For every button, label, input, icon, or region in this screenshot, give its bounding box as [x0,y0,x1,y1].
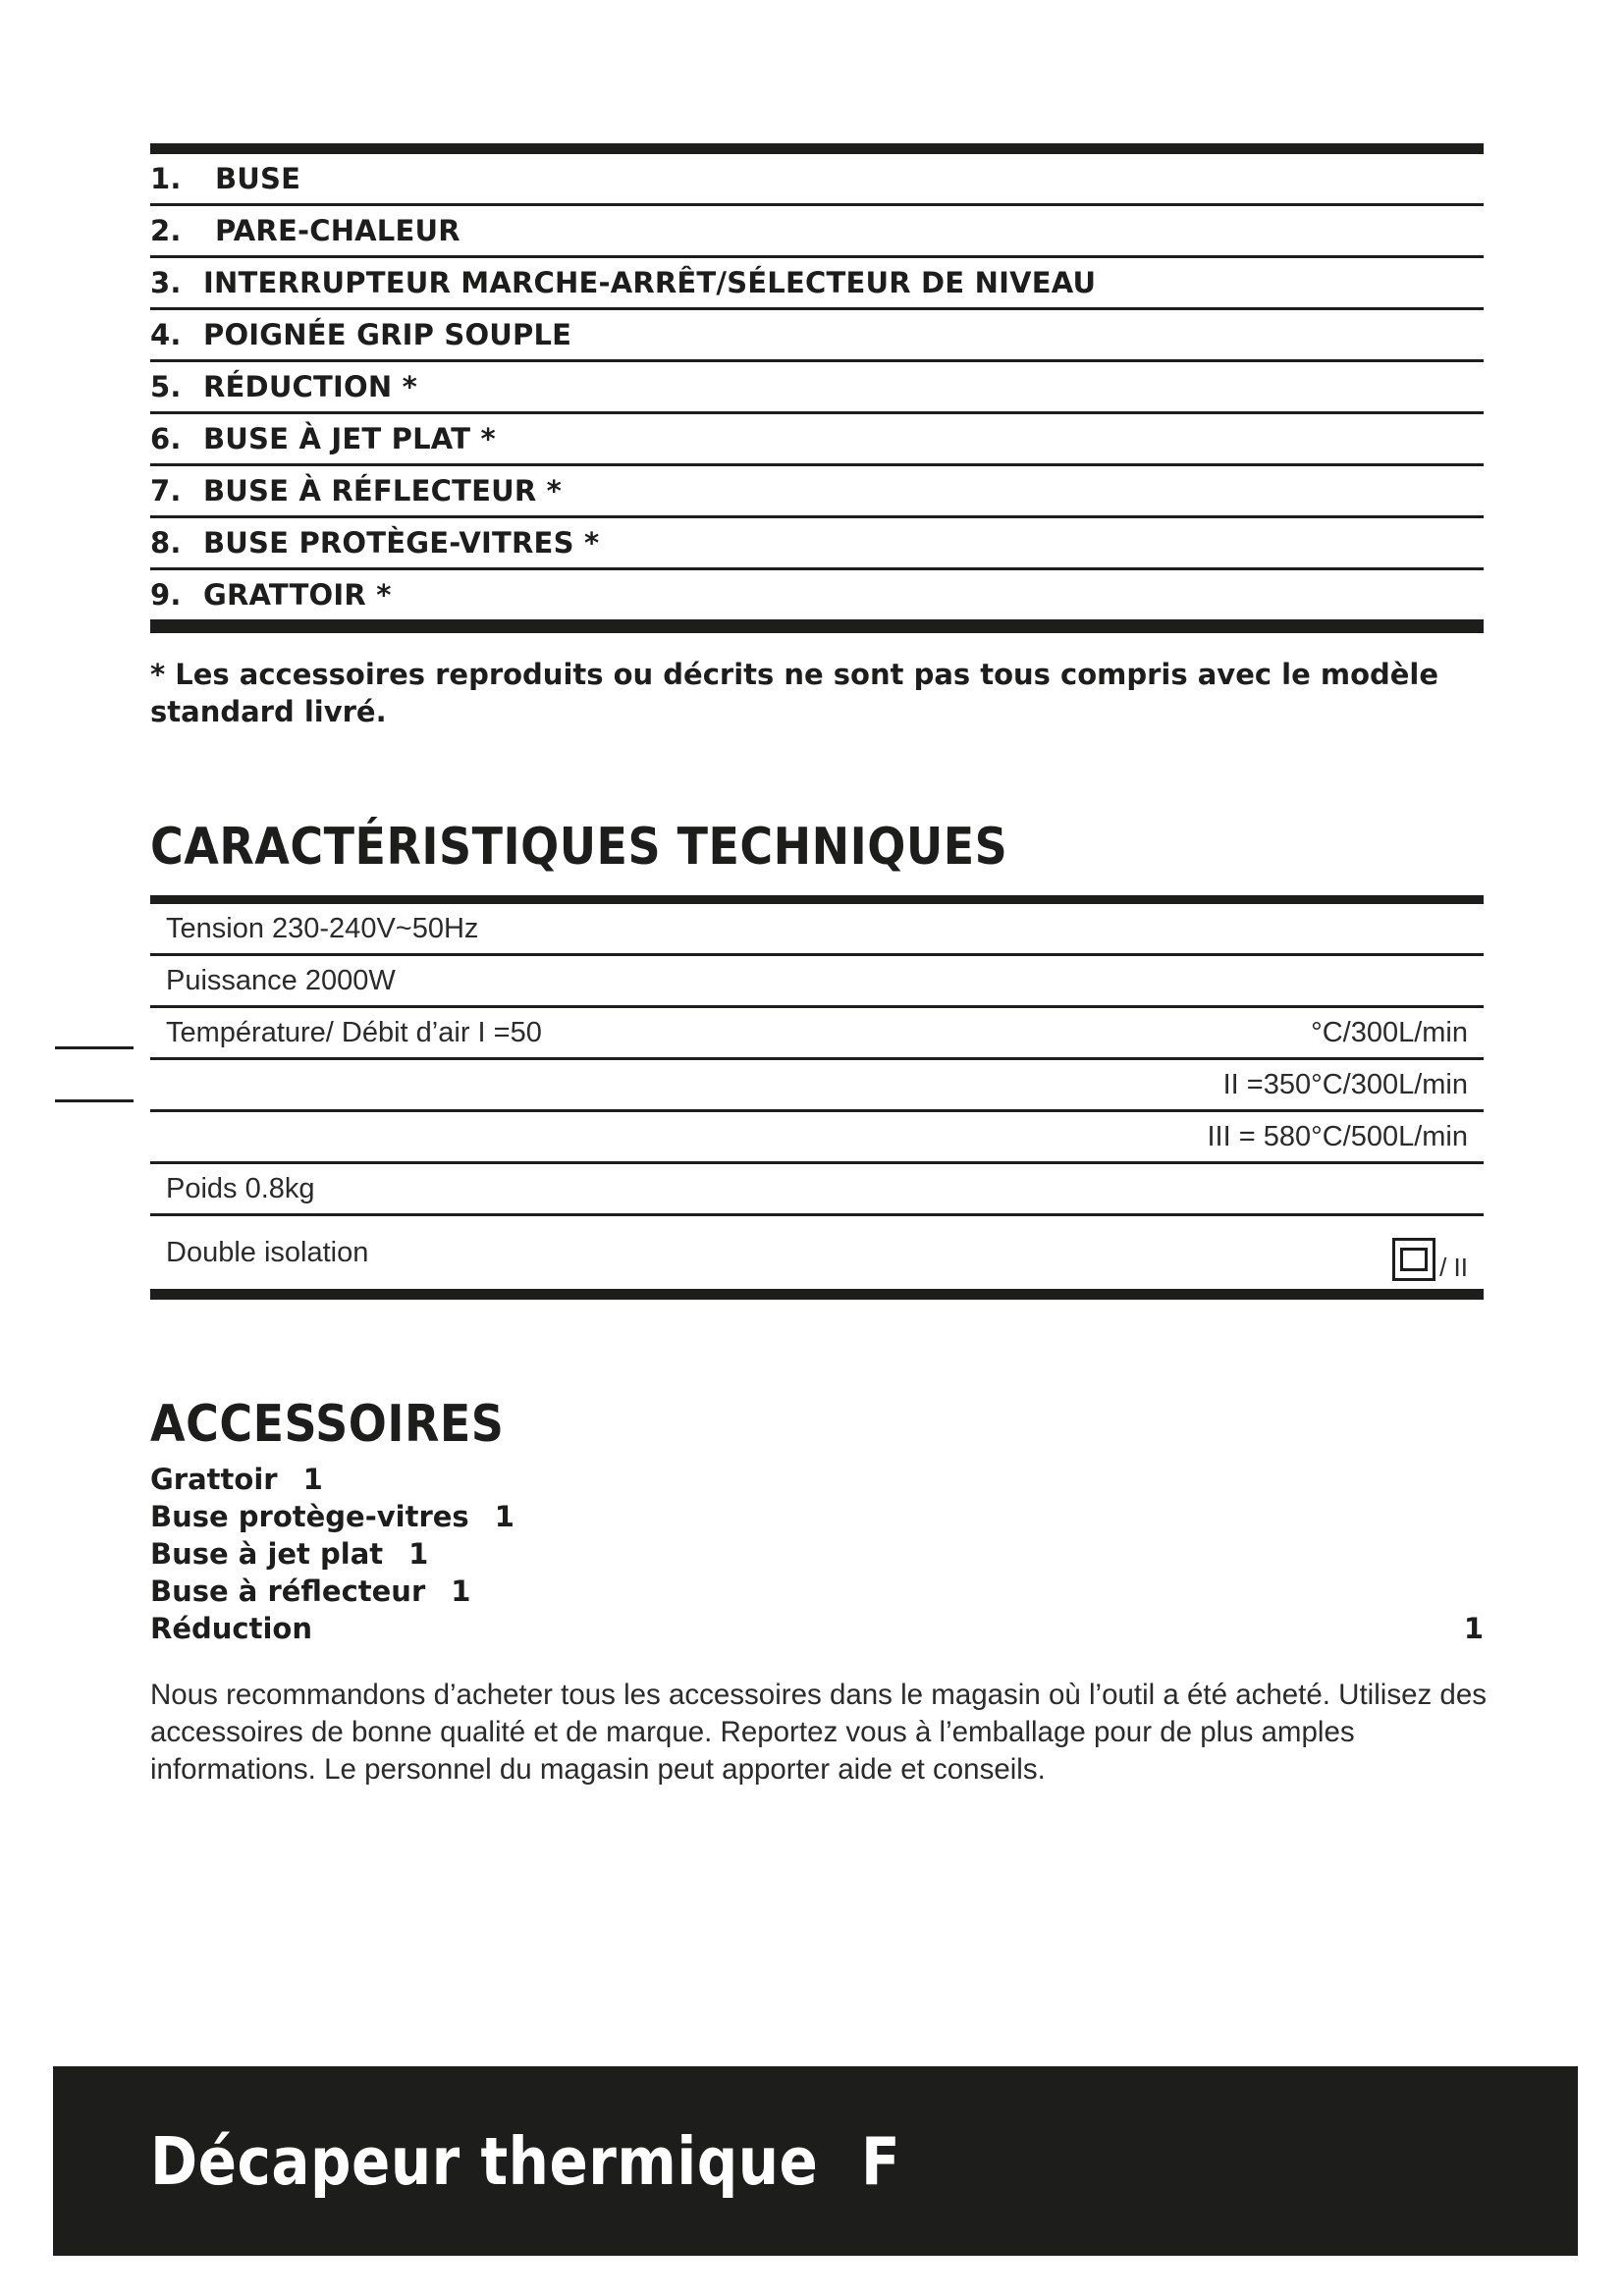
accessory-name: Buse protège-vitres [150,1500,469,1533]
part-number: 5. [150,370,182,403]
part-number: 9. [150,578,182,612]
recommendation-paragraph: Nous recommandons d’acheter tous les accessoires dans le magasin où l’outil a été acheté. Utilisez des accessoires de bonne qualité et de marque. Reportez vous à l’emballage pour de plus amples informations. Le personnel du magasin peut apporter aide et conseils. [150,1679,1487,1786]
accessories-note: * Les accessoires reproduits ou décrits ne sont pas tous compris avec le modèle standard livré. [150,658,1439,728]
part-label: RÉDUCTION * [203,370,418,403]
spec-value: II =350°C/300L/min [1222,1068,1468,1100]
accessory-item [150,1498,1484,1535]
parts-list [150,143,1484,633]
accessory-name: Réduction [150,1612,312,1645]
parts-row [150,518,1484,570]
spec-label: Température/ Débit d’air I =50 [166,1016,542,1048]
parts-row [150,570,1484,622]
spec-row-insulation [150,1216,1484,1300]
part-number: 2. [150,214,182,247]
accessory-item [150,1573,1484,1610]
part-label: BUSE PROTÈGE-VITRES * [203,526,600,560]
accessory-qty: 1 [451,1575,471,1608]
spec-row [150,904,1484,956]
specs-top-rule [150,895,1484,904]
margin-mark [55,1046,134,1049]
accessory-item [150,1535,1484,1573]
bottom-rule [150,622,1484,633]
double-insulation-icon [1392,1238,1435,1281]
footer-band [53,2066,1578,2256]
accessory-item [150,1610,1484,1647]
parts-row [150,414,1484,466]
part-label: BUSE À JET PLAT * [203,422,496,455]
part-number: 3. [150,266,182,299]
spec-row [150,1112,1484,1164]
parts-row [150,466,1484,518]
part-label: BUSE À RÉFLECTEUR * [203,474,563,507]
spec-row [150,1060,1484,1112]
part-label: GRATTOIR * [203,578,392,612]
part-label: POIGNÉE GRIP SOUPLE [203,318,572,351]
part-number: 4. [150,318,182,351]
specs-table [150,895,1484,1300]
accessory-qty: 1 [302,1463,323,1496]
insulation-class: / II [1439,1252,1468,1282]
part-number: 1. [150,162,182,195]
accessory-qty: 1 [408,1537,429,1571]
accessory-name: Buse à réflecteur [150,1575,426,1608]
language-code: F [861,2123,900,2201]
top-rule [150,143,1484,154]
parts-row [150,362,1484,414]
accessory-qty: 1 [494,1500,514,1533]
spec-label: Tension 230-240V~50Hz [166,912,479,944]
spec-row [150,1008,1484,1060]
parts-row [150,154,1484,206]
insulation-value [1392,1223,1468,1283]
accessory-name: Buse à jet plat [150,1537,384,1571]
part-number: 6. [150,422,182,455]
spec-label: Puissance 2000W [166,964,396,996]
spec-value: III = 580°C/500L/min [1207,1120,1468,1152]
part-number: 7. [150,474,182,507]
part-label: PARE-CHALEUR [215,214,460,247]
accessory-qty: 1 [1463,1612,1484,1645]
part-number: 8. [150,526,182,560]
spec-row [150,956,1484,1008]
part-label: INTERRUPTEUR MARCHE-ARRÊT/SÉLECTEUR DE NIVEAU [203,266,1097,299]
insulation-label: Double isolation [166,1236,369,1268]
footer-title: Décapeur thermique [150,2123,819,2201]
margin-mark [55,1099,134,1102]
spec-label: Poids 0.8kg [166,1172,315,1204]
parts-row [150,258,1484,310]
spec-row [150,1164,1484,1216]
parts-row [150,310,1484,362]
accessories-heading: ACCESSOIRES [150,1394,505,1454]
accessory-item [150,1461,1484,1498]
specs-heading: CARACTÉRISTIQUES TECHNIQUES [150,817,1008,877]
part-label: BUSE [215,162,301,195]
accessory-name: Grattoir [150,1463,278,1496]
spec-value: °C/300L/min [1311,1016,1468,1048]
accessories-list [150,1461,1484,1647]
parts-row [150,206,1484,258]
